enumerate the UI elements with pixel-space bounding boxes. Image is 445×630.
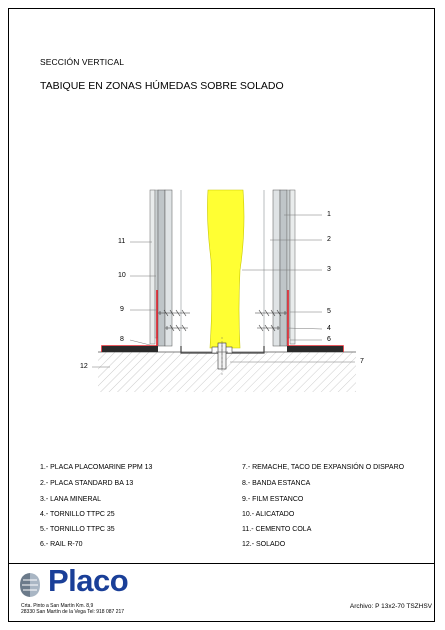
address-line-1: Crta. Pinto a San Martín Km. 8,9	[21, 603, 94, 609]
legend-item-4: 4.- TORNILLO TTPC 25	[40, 511, 115, 518]
legend-item-10: 10.- ALICATADO	[242, 511, 295, 518]
callout-8: 8	[120, 336, 124, 343]
callout-3: 3	[327, 266, 331, 273]
legend-item-8: 8.- BANDA ESTANCA	[242, 480, 311, 487]
legend-item-1: 1.- PLACA PLACOMARINE PPM 13	[40, 464, 153, 471]
legend-item-11: 11.- CEMENTO COLA	[242, 526, 312, 533]
mineral-wool	[207, 190, 244, 348]
drawing-title: TABIQUE EN ZONAS HÚMEDAS SOBRE SOLADO	[40, 80, 284, 92]
callout-2: 2	[327, 236, 331, 243]
brand-logo: Placo	[48, 563, 129, 598]
callout-1: 1	[327, 211, 331, 218]
callout-11: 11	[118, 238, 126, 245]
callout-9: 9	[120, 306, 124, 313]
legend-item-2: 2.- PLACA STANDARD BA 13	[40, 480, 134, 487]
section-title: SECCIÓN VERTICAL	[40, 57, 125, 67]
floor-slab	[98, 352, 356, 392]
callout-6: 6	[327, 336, 331, 343]
callout-12: 12	[80, 363, 88, 370]
archive-reference: Archivo: P 13x2-70 TSZHSV	[349, 603, 432, 610]
legend-item-3: 3.- LANA MINERAL	[40, 496, 102, 503]
legend-item-7: 7.- REMACHE, TACO DE EXPANSIÓN O DISPARO	[242, 464, 405, 471]
callout-7: 7	[360, 358, 364, 365]
callout-5: 5	[327, 308, 331, 315]
placo-logo-icon	[17, 570, 43, 600]
right-boards	[264, 190, 287, 346]
callout-10: 10	[118, 272, 126, 279]
legend-item-9: 9.- FILM ESTANCO	[242, 496, 304, 503]
legend-item-12: 12.- SOLADO	[242, 541, 286, 548]
address-line-2: 28330 San Martín de la Vega Tel: 918 087 217	[21, 609, 125, 615]
floor-fixing-icon	[216, 337, 228, 375]
callout-4: 4	[327, 325, 331, 332]
legend-item-6: 6.- RAIL R-70	[40, 541, 83, 548]
left-boards	[158, 190, 181, 346]
legend-item-5: 5.- TORNILLO TTPC 35	[40, 526, 115, 533]
